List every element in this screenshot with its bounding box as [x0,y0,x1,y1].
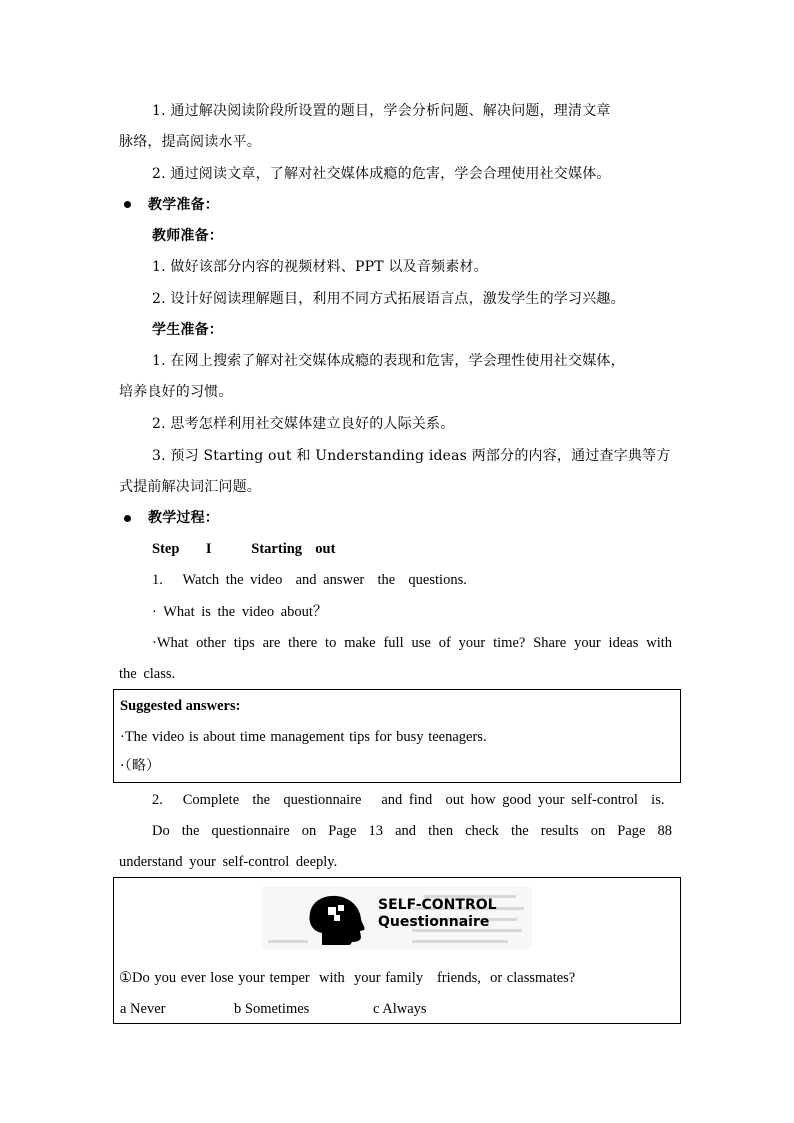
student-item-3-line-2: 式提前解决词汇问题。 [119,479,261,495]
task-2-description-line-2: understand your self-control deeply. [119,854,338,870]
objective-1-line-2: 脉络，提高阅读水平。 [119,134,261,150]
teacher-item-2: 2. 设计好阅读理解题目，利用不同方式拓展语言点，激发学生的学习兴趣。 [152,291,625,307]
student-item-3-line-1: 3. 预习 Starting out 和 Understanding ideas 两部分的内容，通过查字典等方 [152,448,671,464]
student-preparation-heading: 学生准备： [152,322,223,338]
bullet-icon [124,201,131,208]
student-item-1-line-1: 1. 在网上搜索了解对社交媒体成瘾的表现和危害，学会理性使用社交媒体， [152,353,625,369]
logo-title: SELF-CONTROL [378,897,497,913]
option-b: b Sometimes [234,1001,310,1017]
question-2-line-2: the class. [119,666,176,682]
task-1: 1. Watch the video and answer the questions. [152,572,467,588]
suggested-answer-1: ·The video is about time management tips for busy teenagers. [120,729,487,745]
process-heading: 教学过程： [148,510,219,526]
student-item-2: 2. 思考怎样利用社交媒体建立良好的人际关系。 [152,416,455,432]
questionnaire-question-1: ①Do you ever lose your temper with your family friends, or classmates? [119,970,576,986]
teacher-item-1: 1. 做好该部分内容的视频材料、PPT 以及音频素材。 [152,259,488,275]
objective-1-line-1: 1. 通过解决阅读阶段所设置的题目，学会分析问题、解决问题，理清文章 [152,103,611,119]
question-2-line-1: ·What other tips are there to make full use of your time? Share your ideas with [152,635,672,651]
question-1: · What is the video about？ [152,604,328,620]
option-c: c Always [373,1001,427,1017]
student-item-1-line-2: 培养良好的习惯。 [119,384,233,400]
suggested-answers-heading: Suggested answers: [120,698,241,714]
task-2-description-line-1: Do the questionnaire on Page 13 and then check the results on Page 88 [152,823,672,839]
teacher-preparation-heading: 教师准备： [152,228,223,244]
logo-subtitle: Questionnaire [378,914,490,930]
suggested-answers-box [113,689,681,783]
step-title: Step I Starting out [152,541,336,557]
option-a: a Never [120,1001,166,1017]
preparation-heading: 教学准备： [148,197,219,213]
bullet-icon [124,515,131,522]
task-2: 2. Complete the questionnaire and find out how good your self-control is. [152,792,665,808]
objective-2: 2. 通过阅读文章，了解对社交媒体成瘾的危害，学会合理使用社交媒体。 [152,166,611,182]
suggested-answer-2: ·（略） [120,758,161,774]
